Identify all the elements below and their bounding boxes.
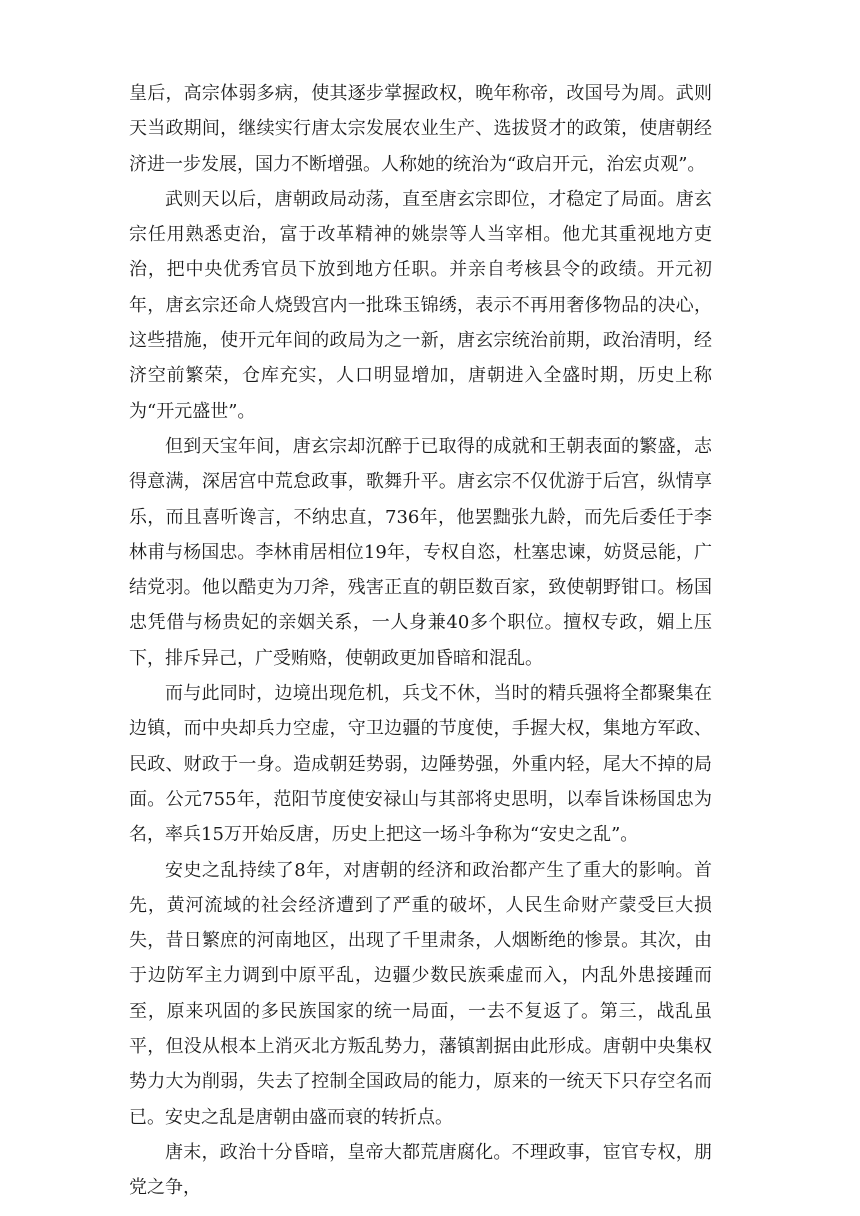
paragraph-6: 唐末，政治十分昏暗，皇帝大都荒唐腐化。不理政事，宦官专权，朋党之争， [129,1141,712,1199]
paragraph-1: 皇后，高宗体弱多病，使其逐步掌握政权，晚年称帝，改国号为周。武则天当政期间，继续实行唐太宗发展农业生产、选拔贤才的政策，使唐朝经济进一步发展，国力不断增强。人称她的统治为“政启开元，治宏贞观”。 [129,83,712,175]
paragraph-2: 武则天以后，唐朝政局动荡，直至唐玄宗即位，才稳定了局面。唐玄宗任用熟悉吏治，富于改革精神的姚崇等人当宰相。他尤其重视地方吏治，把中央优秀官员下放到地方任职。并亲自考核县令的政绩。开元初年，唐玄宗还命人烧毁宫内一批珠玉锦绣，表示不再用奢侈物品的决心，这些措施，使开元年间的政局为之一新，唐玄宗统治前期，政治清明，经济空前繁荣，仓库充实，人口明显增加，唐朝进入全盛时期，历史上称为“开元盛世”。 [129,188,712,422]
paragraph-3: 但到天宝年间，唐玄宗却沉醉于已取得的成就和王朝表面的繁盛，志得意满，深居宫中荒怠政事，歌舞升平。唐玄宗不仅优游于后宫，纵情享乐，而且喜听谗言，不纳忠直，736年，他罢黜张九龄，而先后委任于李林甫与杨国忠。李林甫居相位19年，专权自恣，杜塞忠谏，妨贤忌能，广结党羽。他以酷吏为刀斧，残害正直的朝臣数百家，致使朝野钳口。杨国忠凭借与杨贵妃的亲姻关系，一人身兼40多个职位。擅权专政，媚上压下，排斥异己，广受贿赂，使朝政更加昏暗和混乱。 [129,435,712,669]
document-page [129,76,712,1206]
paragraph-5: 安史之乱持续了8年，对唐朝的经济和政治都产生了重大的影响。首先，黄河流域的社会经济遭到了严重的破坏，人民生命财产蒙受巨大损失，昔日繁庶的河南地区，出现了千里肃条，人烟断绝的惨景。其次，由于边防军主力调到中原平乱，边疆少数民族乘虚而入，内乱外患接踵而至，原来巩固的多民族国家的统一局面，一去不复返了。第三，战乱虽平，但没从根本上消灭北方叛乱势力，藩镇割据由此形成。唐朝中央集权势力大为削弱，失去了控制全国政局的能力，原来的一统天下只存空名而已。安史之乱是唐朝由盛而衰的转折点。 [129,859,712,1128]
paragraph-4: 而与此同时，边境出现危机，兵戈不休，当时的精兵强将全都聚集在边镇，而中央却兵力空虚，守卫边疆的节度使，手握大权，集地方军政、民政、财政于一身。造成朝廷势弱，边陲势强，外重内轻，尾大不掉的局面。公元755年，范阳节度使安禄山与其部将史思明，以奉旨诛杨国忠为名，率兵15万开始反唐，历史上把这一场斗争称为“安史之乱”。 [129,683,712,846]
